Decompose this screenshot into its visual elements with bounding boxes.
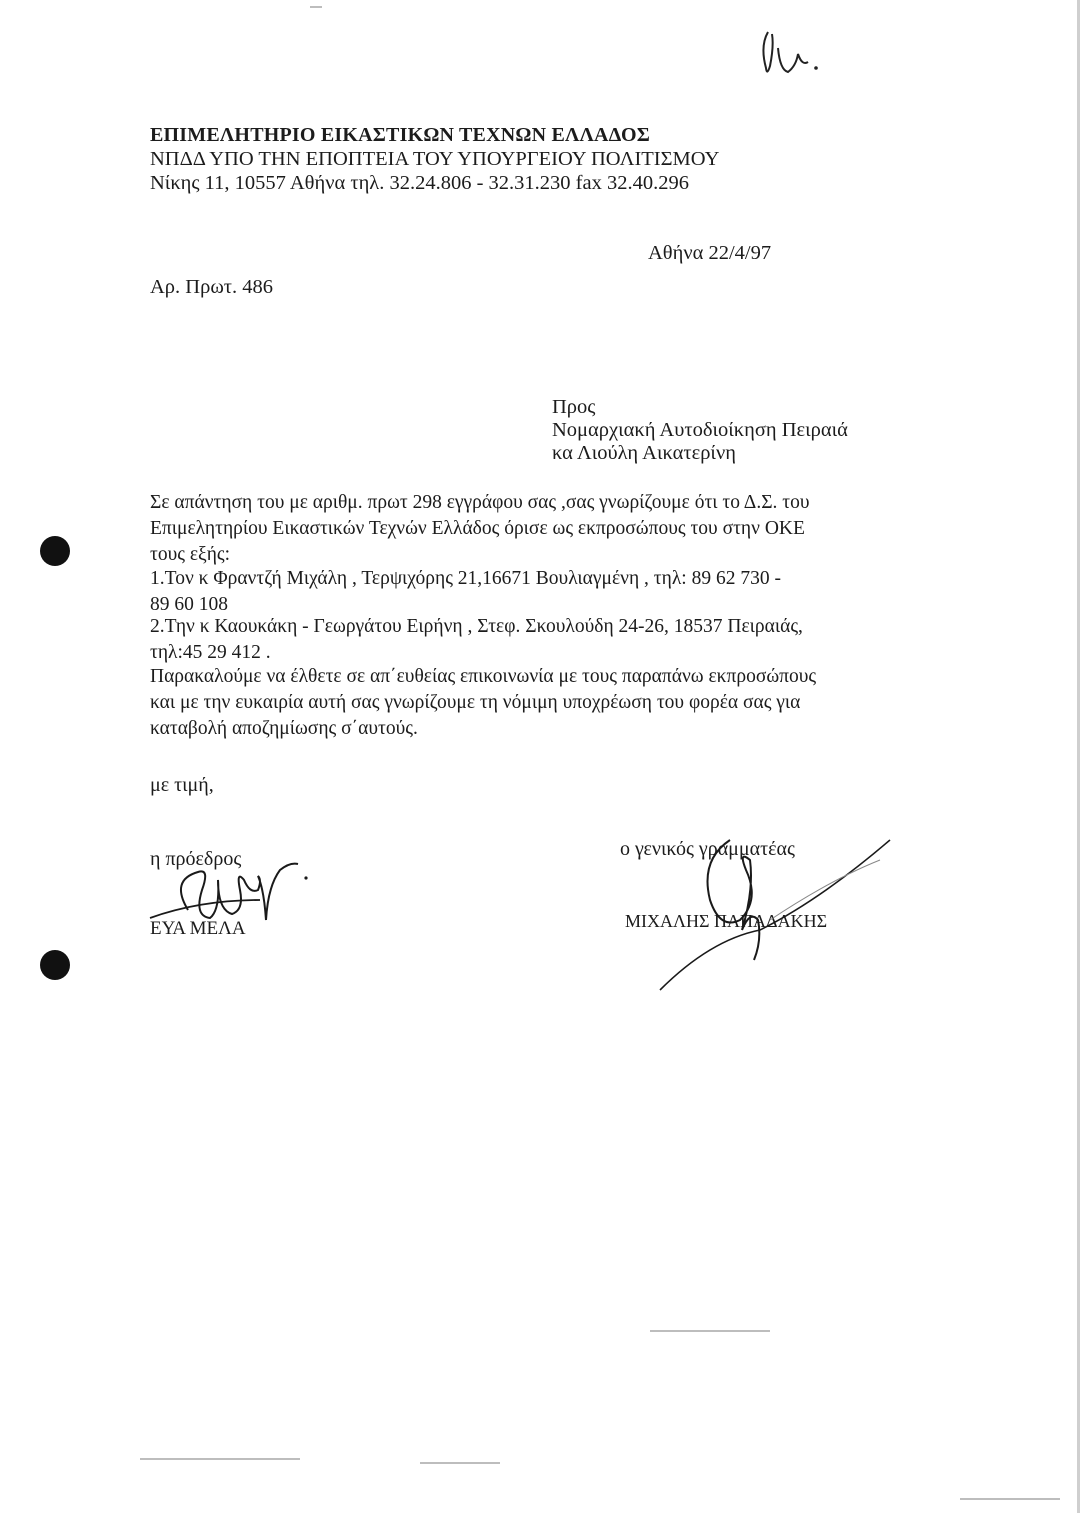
letterhead-supervision: ΝΠΔΔ ΥΠΟ ΤΗΝ ΕΠΟΠΤΕΙΑ ΤΟΥ ΥΠΟΥΡΓΕΙΟΥ ΠΟΛΙΤΙΣΜΟΥ xyxy=(150,148,720,170)
body-line: Παρακαλούμε να έλθετε σε απ΄ευθείας επικοινωνία με τους παραπάνω εκπροσώπους xyxy=(150,666,817,687)
letterhead-address: Νίκης 11, 10557 Αθήνα τηλ. 32.24.806 - 32.31.230 fax 32.40.296 xyxy=(150,172,689,194)
body-line: 2.Την κ Καουκάκη - Γεωργάτου Ειρήνη , Στεφ. Σκουλούδη 24-26, 18537 Πειραιάς, xyxy=(150,616,803,637)
right-signatory-role: ο γενικός γραμματέας xyxy=(620,838,795,860)
recipient-label: Προς xyxy=(552,396,596,418)
scan-artifact xyxy=(420,1462,500,1464)
letterhead-org-name: ΕΠΙΜΕΛΗΤΗΡΙΟ ΕΙΚΑΣΤΙΚΩΝ ΤΕΧΝΩΝ ΕΛΛΑΔΟΣ xyxy=(150,124,650,146)
body-line: Σε απάντηση του με αριθμ. πρωτ 298 εγγράφου σας ,σας γνωρίζουμε ότι το Δ.Σ. του xyxy=(150,492,810,513)
body-line: τους εξής: xyxy=(150,544,231,565)
body-line: τηλ:45 29 412 . xyxy=(150,642,271,663)
recipient-office: Νομαρχιακή Αυτοδιοίκηση Πειραιά xyxy=(552,419,848,441)
body-line: 89 60 108 xyxy=(150,594,228,615)
body-line: 1.Τον κ Φραντζή Μιχάλη , Τερψιχόρης 21,16671 Βουλιαγμένη , τηλ: 89 62 730 - xyxy=(150,568,781,589)
left-signature xyxy=(140,850,340,940)
left-signatory-name: ΕΥΑ ΜΕΛΑ xyxy=(150,918,246,939)
closing: με τιμή, xyxy=(150,774,214,796)
recipient-person: κα Λιούλη Αικατερίνη xyxy=(552,442,736,464)
right-signatory-name: ΜΙΧΑΛΗΣ ΠΑΠΑΔΑΚΗΣ xyxy=(625,911,828,931)
protocol-number: Αρ. Πρωτ. 486 xyxy=(150,276,274,298)
scan-artifact xyxy=(650,1330,770,1332)
body-line: και με την ευκαιρία αυτή σας γνωρίζουμε τη νόμιμη υποχρέωση του φορέα σας για xyxy=(150,692,801,713)
body-line: καταβολή αποζημίωσης σ΄αυτούς. xyxy=(150,718,418,739)
body-line: Επιμελητηρίου Εικαστικών Τεχνών Ελλάδος όρισε ως εκπροσώπους του στην ΟΚΕ xyxy=(150,518,805,539)
punch-hole xyxy=(40,536,70,566)
right-signature xyxy=(650,820,910,1000)
letter-date: Αθήνα 22/4/97 xyxy=(648,242,772,264)
left-signatory-role: η πρόεδρος xyxy=(150,848,242,870)
scan-speck xyxy=(310,6,322,8)
punch-hole xyxy=(40,950,70,980)
handwritten-mark xyxy=(758,26,838,86)
scan-artifact xyxy=(960,1498,1060,1500)
scan-artifact xyxy=(140,1458,300,1460)
